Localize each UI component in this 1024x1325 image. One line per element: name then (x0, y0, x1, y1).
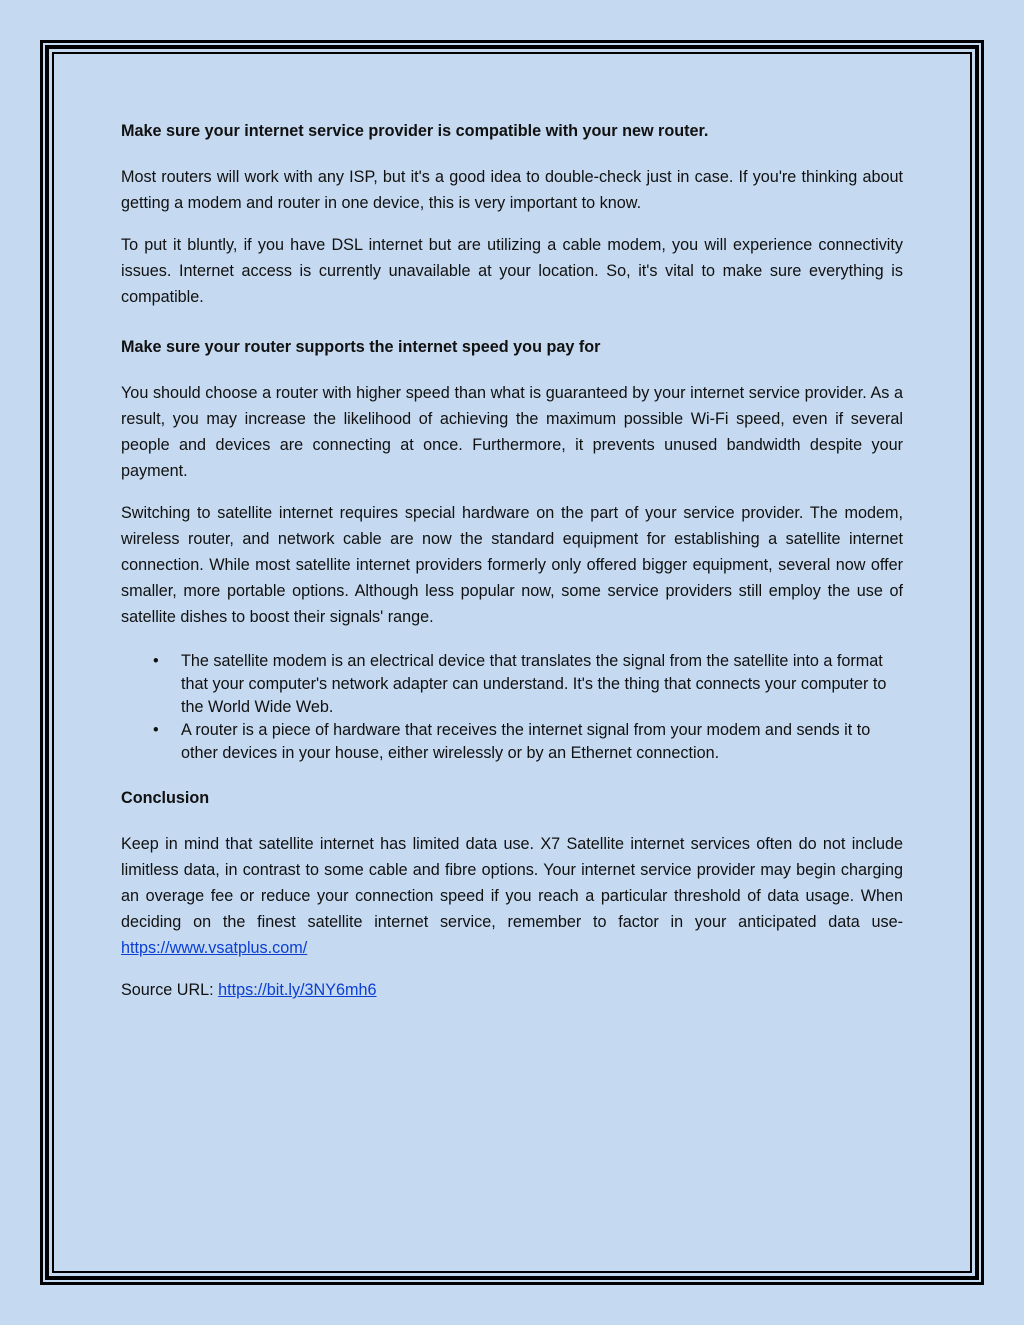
list-item-text: The satellite modem is an electrical device that translates the signal from the satellite into a format that your computer's network adapter can understand. It's the thing that connects your computer to the World Wide Web. (181, 652, 887, 716)
source-label: Source URL: (121, 981, 219, 999)
paragraph: Switching to satellite internet requires special hardware on the part of your service provider. The modem, wireless router, and network cable are now the standard equipment for establishing a satellite internet connection. While most satellite internet providers formerly only offered bigger equipment, several now offer smaller, more portable options. Although less popular now, some service providers still employ the use of satellite dishes to boost their signals' range. (121, 504, 903, 626)
bullet-icon: • (153, 652, 159, 670)
list-item (153, 650, 903, 719)
heading-conclusion: Conclusion (121, 789, 210, 807)
vsatplus-link[interactable]: https://www.vsatplus.com/ (121, 939, 308, 957)
document-body (121, 118, 903, 1003)
paragraph-conclusion (121, 831, 903, 961)
list-item (153, 719, 903, 765)
source-line (121, 977, 903, 1003)
conclusion-text: Keep in mind that satellite internet has limited data use. X7 Satellite internet services often do not include limitless data, in contrast to some cable and fibre options. Your internet service provider may begin charging an overage fee or reduce your connection speed if you reach a particular threshold of data usage. When deciding on the finest satellite internet service, remember to factor in your anticipated data use- (121, 835, 903, 931)
heading-router-speed: Make sure your router supports the internet speed you pay for (121, 338, 601, 356)
paragraph: Most routers will work with any ISP, but it's a good idea to double-check just in case. If you're thinking about getting a modem and router in one device, this is very important to know. (121, 168, 903, 212)
paragraph: To put it bluntly, if you have DSL internet but are utilizing a cable modem, you will experience connectivity issues. Internet access is currently unavailable at your location. So, it's vital to make sure everything is compatible. (121, 236, 903, 306)
paragraph: You should choose a router with higher speed than what is guaranteed by your internet service provider. As a result, you may increase the likelihood of achieving the maximum possible Wi-Fi speed, even if several people and devices are connecting at once. Furthermore, it prevents unused bandwidth despite your payment. (121, 384, 903, 480)
bullet-icon: • (153, 721, 159, 739)
source-url-link[interactable]: https://bit.ly/3NY6mh6 (218, 981, 377, 999)
bullet-list (121, 650, 903, 765)
list-item-text: A router is a piece of hardware that receives the internet signal from your modem and sends it to other devices in your house, either wirelessly or by an Ethernet connection. (181, 721, 871, 762)
heading-isp-compatibility: Make sure your internet service provider is compatible with your new router. (121, 122, 709, 140)
